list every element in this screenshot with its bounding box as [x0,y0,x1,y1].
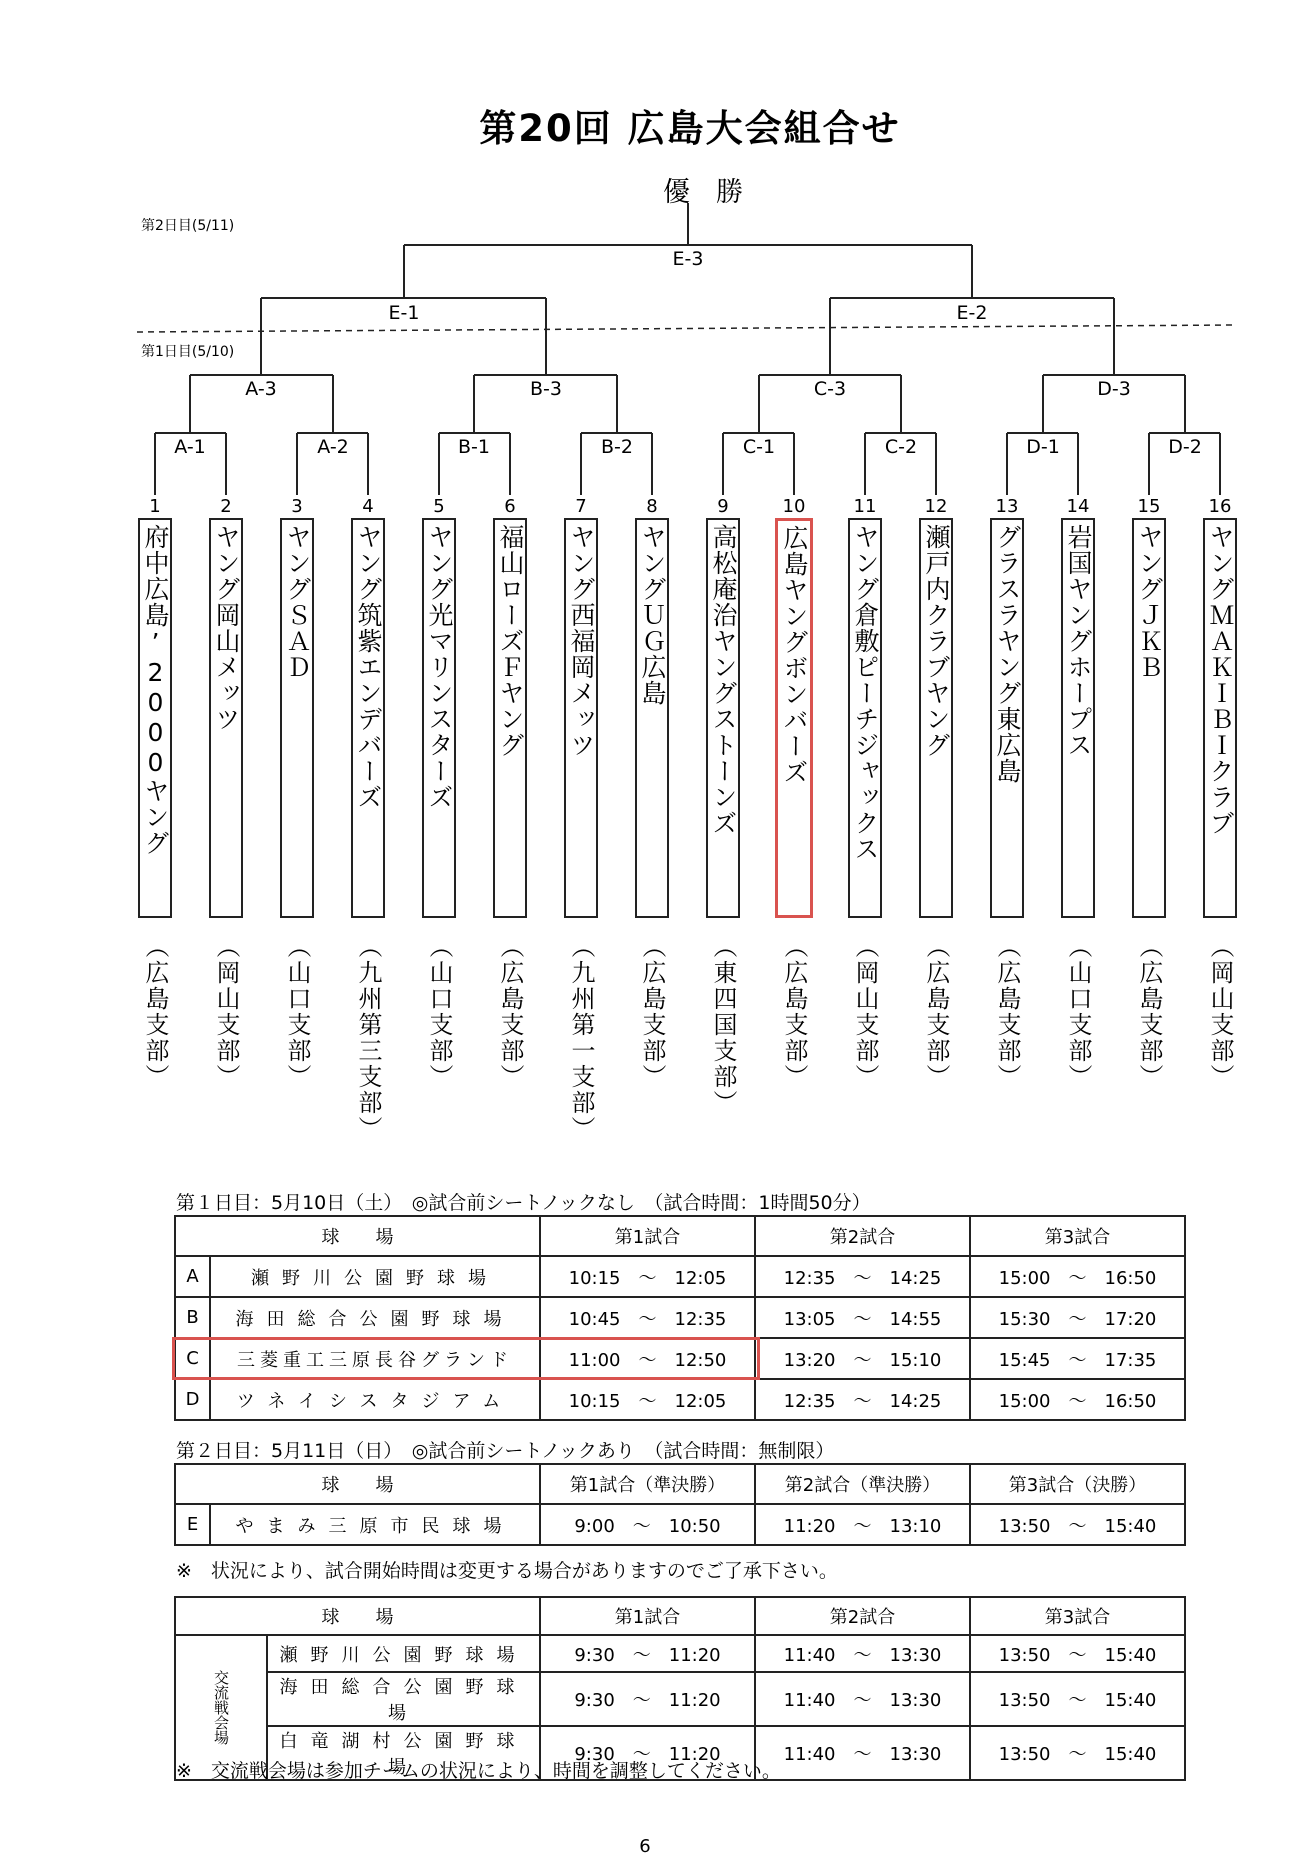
team-branch: （東四国支部） [709,934,737,1116]
row-highlight [172,1337,760,1380]
game-time: 9:30 ～ 11:20 [540,1672,755,1726]
header-ground: 球 場 [175,1597,540,1635]
game-time: 13:50 ～ 15:40 [970,1504,1185,1545]
seed-number: 13 [995,496,1019,517]
team-box [1061,518,1095,918]
seed-number: 3 [291,496,303,517]
game-time: 11:00 ～ 12:50 [540,1338,755,1379]
team-branch: （岡山支部） [851,934,879,1090]
header-ground: 球 場 [175,1216,540,1256]
seed-number: 11 [853,496,877,517]
team-box [422,518,456,918]
ground-name: 瀬野川公園野球場 [267,1635,540,1672]
team-branch: （九州第一支部） [567,934,595,1142]
match-label-semi: E-2 [956,302,988,324]
ground-name: 海田総合公園野球場 [210,1297,540,1338]
header-game2: 第2試合 [755,1597,970,1635]
team-box [1132,518,1166,918]
day2-label: 第2日目(5/11) [141,218,235,234]
ground-name: 白竜湖村公園野球場 [267,1726,540,1780]
team-box [493,518,527,918]
game-time: 10:45 ～ 12:35 [540,1297,755,1338]
team-branch: （九州第三支部） [354,934,382,1142]
match-label-r1: B-1 [458,436,490,458]
team-name: 瀬戸内クラブヤング [922,524,951,758]
champion-label: 優勝 [663,177,769,208]
table-row [175,1504,1185,1545]
game-time: 9:00 ～ 10:50 [540,1504,755,1545]
team-box [564,518,598,918]
seed-number: 16 [1208,496,1232,517]
team-box [848,518,882,918]
table-header-row [175,1216,1185,1256]
ground-name: 瀬野川公園野球場 [210,1256,540,1297]
match-label-r1: D-2 [1168,436,1202,458]
ground-code: C [175,1338,210,1379]
team-name: ヤングＪＫＢ [1135,524,1164,680]
team-name: グラスラヤング東広島 [993,524,1022,784]
match-label-r1: A-2 [317,436,349,458]
match-label-semi: E-1 [388,302,420,324]
header-game1: 第1試合 [540,1597,755,1635]
ground-code: E [175,1504,210,1545]
game-time: 11:40 ～ 13:30 [755,1635,970,1672]
game-time: 13:50 ～ 15:40 [970,1672,1185,1726]
game-time: 13:50 ～ 15:40 [970,1635,1185,1672]
match-label-r1: D-1 [1026,436,1060,458]
seed-number: 2 [220,496,232,517]
match-label-r1: A-1 [174,436,206,458]
ground-code: B [175,1297,210,1338]
day2-schedule-table [174,1463,1186,1546]
team-branch: （広島支部） [922,934,950,1090]
game-time: 13:50 ～ 15:40 [970,1726,1185,1780]
game-time: 13:20 ～ 15:10 [755,1338,970,1379]
match-label-r1: B-2 [601,436,633,458]
note-start-time: ※ 状況により、試合開始時間は変更する場合がありますのでご了承下さい。 [176,1560,838,1582]
team-name: 岩国ヤングホープス [1064,524,1093,758]
seed-number: 1 [149,496,161,517]
team-box [706,518,740,918]
team-box [138,518,172,918]
seed-number: 10 [782,496,806,517]
match-label-r1: C-1 [742,436,776,458]
table-row [175,1672,1185,1726]
day1-caption: 第１日目：5月10日（土） ◎試合前シートノックなし （試合時間：1時間50分） [176,1192,871,1214]
team-box [1203,518,1237,918]
seed-number: 5 [433,496,445,517]
game-time: 15:30 ～ 17:20 [970,1297,1185,1338]
table-row [175,1635,1185,1672]
header-game1: 第1試合（準決勝） [540,1464,755,1504]
header-game2: 第2試合 [755,1216,970,1256]
table-row [175,1256,1185,1297]
team-box [635,518,669,918]
game-time: 9:30 ～ 11:20 [540,1726,755,1780]
day1-schedule-table [174,1215,1186,1421]
team-name: 広島ヤングボンバーズ [780,525,809,785]
team-branch: （岡山支部） [1206,934,1234,1090]
team-name: ヤングＭＡＫＩＢＩクラブ [1206,524,1235,836]
seed-number: 12 [924,496,948,517]
seed-number: 14 [1066,496,1090,517]
team-box [990,518,1024,918]
table-row [175,1379,1185,1420]
game-time: 11:40 ～ 13:30 [755,1672,970,1726]
match-label-r1: C-2 [884,436,918,458]
team-box-highlighted [775,518,813,918]
ground-name: 海田総合公園野球場 [267,1672,540,1726]
table-header-row [175,1597,1185,1635]
team-name: 府中広島’2000ヤング [141,524,170,856]
seed-number: 8 [646,496,658,517]
seed-number: 15 [1137,496,1161,517]
game-time: 15:00 ～ 16:50 [970,1256,1185,1297]
ground-name: ツネイシスタジアム [210,1379,540,1420]
header-game2: 第2試合（準決勝） [755,1464,970,1504]
game-time: 15:00 ～ 16:50 [970,1379,1185,1420]
team-name: ヤング筑紫エンデバーズ [354,524,383,810]
team-branch: （広島支部） [496,934,524,1090]
ground-name: 三菱重工三原長谷グランド [210,1338,540,1379]
game-time: 11:40 ～ 13:30 [755,1726,970,1780]
page-number: 6 [639,1836,651,1857]
header-game3: 第3試合 [970,1597,1185,1635]
team-name: 福山ローズＦヤング [496,524,525,758]
team-box [919,518,953,918]
game-time: 9:30 ～ 11:20 [540,1635,755,1672]
team-name: ヤングＵＧ広島 [638,524,667,706]
seed-number: 6 [504,496,516,517]
table-row [175,1297,1185,1338]
team-branch: （広島支部） [1135,934,1163,1090]
exchange-label: 交流戦会場 [212,1670,230,1745]
game-time: 10:15 ～ 12:05 [540,1379,755,1420]
team-name: ヤング倉敷ピーチジャックス [851,524,880,862]
header-game3: 第3試合 [970,1216,1185,1256]
day2-caption: 第２日目：5月11日（日） ◎試合前シートノックあり （試合時間：無制限） [176,1440,835,1462]
match-label-qf: A-3 [245,378,277,400]
seed-number: 9 [717,496,729,517]
team-box [351,518,385,918]
team-branch: （広島支部） [638,934,666,1090]
ground-name: やまみ三原市民球場 [210,1504,540,1545]
ground-code: A [175,1256,210,1297]
team-branch: （山口支部） [1064,934,1092,1090]
seed-number: 7 [575,496,587,517]
note-exchange: ※ 交流戦会場は参加チームの状況により、時間を調整してください。 [176,1760,781,1782]
game-time: 12:35 ～ 14:25 [755,1256,970,1297]
team-branch: （広島支部） [993,934,1021,1090]
team-box [209,518,243,918]
day1-label: 第1日目(5/10) [141,344,235,360]
team-name: ヤング光マリンスターズ [425,524,454,810]
header-game3: 第3試合（決勝） [970,1464,1185,1504]
exchange-schedule-table [174,1596,1186,1781]
header-ground: 球 場 [175,1464,540,1504]
team-branch: （山口支部） [425,934,453,1090]
header-game1: 第1試合 [540,1216,755,1256]
game-time: 12:35 ～ 14:25 [755,1379,970,1420]
team-branch: （広島支部） [141,934,169,1090]
page-title: 第20回 広島大会組合せ [479,107,901,150]
match-label-qf: B-3 [530,378,562,400]
table-header-row [175,1464,1185,1504]
match-label-qf: C-3 [813,378,847,400]
seed-number: 4 [362,496,374,517]
team-branch: （岡山支部） [212,934,240,1090]
ground-code: D [175,1379,210,1420]
team-branch: （山口支部） [283,934,311,1090]
team-branch: （広島支部） [780,934,808,1090]
game-time: 13:05 ～ 14:55 [755,1297,970,1338]
game-time: 11:20 ～ 13:10 [755,1504,970,1545]
game-time: 15:45 ～ 17:35 [970,1338,1185,1379]
game-time: 10:15 ～ 12:05 [540,1256,755,1297]
team-name: ヤング西福岡メッツ [567,524,596,758]
team-box [280,518,314,918]
team-name: ヤングＳＡＤ [283,524,312,680]
match-label-final: E-3 [672,248,704,270]
match-label-qf: D-3 [1097,378,1131,400]
team-name: ヤング岡山メッツ [212,524,241,732]
team-name: 高松庵治ヤングストーンズ [709,524,738,836]
